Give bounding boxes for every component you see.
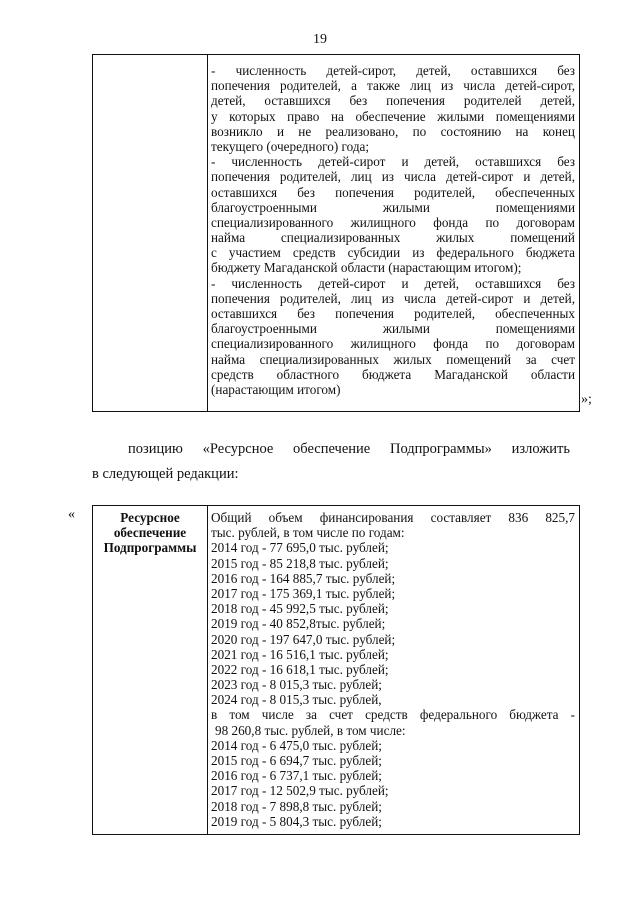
column-divider <box>207 55 208 411</box>
indicator-line: средств областного бюджета Магаданской области <box>211 366 575 382</box>
funding-line: 2024 год - 8 015,3 тыс. рублей, <box>211 692 382 708</box>
indicator-line: попечения родителей, лиц из числа детей-сирот и детей, <box>211 169 575 185</box>
paragraph-line: позицию «Ресурсное обеспечение Подпрограммы» изложить <box>128 441 570 457</box>
funding-line: 2019 год - 5 804,3 тыс. рублей; <box>211 813 382 829</box>
indicator-line: текущего (очередного) года; <box>211 138 370 154</box>
funding-line: в том числе за счет средств федерального бюджета - <box>211 707 575 723</box>
indicator-line: детей, оставшихся без попечения родителей детей, <box>211 93 575 109</box>
indicator-line: найма специализированных жилых помещений <box>211 230 575 246</box>
indicator-line: благоустроенными жилыми помещениями <box>211 321 575 337</box>
indicator-line: благоустроенными жилыми помещениями <box>211 199 575 215</box>
indicator-line: попечения родителей, лиц из числа детей-сирот и детей, <box>211 290 575 306</box>
funding-line: 2016 год - 6 737,1 тыс. рублей; <box>211 768 382 784</box>
indicator-line: попечения родителей, а также лиц из числа детей-сирот, <box>211 78 575 94</box>
row-label-line: обеспечение <box>113 525 187 541</box>
column-divider <box>207 506 208 834</box>
resource-table <box>92 505 580 835</box>
funding-line: 2015 год - 85 218,8 тыс. рублей; <box>211 555 389 571</box>
funding-line: тыс. рублей, в том числе по годам: <box>211 525 405 541</box>
funding-line: 2017 год - 12 502,9 тыс. рублей; <box>211 783 389 799</box>
funding-line: 2017 год - 175 369,1 тыс. рублей; <box>211 585 396 601</box>
funding-line: 2020 год - 197 647,0 тыс. рублей; <box>211 631 396 647</box>
funding-line: 2016 год - 164 885,7 тыс. рублей; <box>211 570 396 586</box>
funding-cell <box>211 510 575 829</box>
row-label-line: Подпрограммы <box>103 540 197 556</box>
indicator-line: с участием средств субсидии из федерального бюджета <box>211 245 575 261</box>
indicator-line: у которых право на обеспечение жилыми помещениями <box>211 108 575 124</box>
indicator-line: - численность детей-сирот и детей, оставшихся без <box>211 275 575 291</box>
funding-line: 2014 год - 77 695,0 тыс. рублей; <box>211 540 389 556</box>
opening-quote-mark: « <box>68 507 75 522</box>
indicator-line: найма специализированных жилых помещений за счет <box>211 351 575 367</box>
indicator-line: специализированного жилищного фонда по договорам <box>211 336 575 352</box>
funding-line: 98 260,8 тыс. рублей, в том числе: <box>215 722 406 738</box>
funding-line: Общий объем финансирования составляет 836 825,7 <box>211 510 575 525</box>
funding-line: 2023 год - 8 015,3 тыс. рублей; <box>211 677 382 693</box>
funding-line: 2022 год - 16 618,1 тыс. рублей; <box>211 661 389 677</box>
indicators-cell <box>211 63 575 397</box>
indicator-line: возникло и не реализовано, по состоянию на конец <box>211 123 575 139</box>
indicators-table <box>92 54 580 412</box>
indicator-line: бюджету Магаданской области (нарастающим итогом); <box>211 260 522 276</box>
row-label-line: Ресурсное <box>120 510 180 525</box>
funding-line: 2014 год - 6 475,0 тыс. рублей; <box>211 737 382 753</box>
closing-quote-mark: »; <box>581 392 592 407</box>
indicator-line: оставшихся без попечения родителей, обеспеченных <box>211 306 575 321</box>
indicator-line: специализированного жилищного фонда по договорам <box>211 214 575 230</box>
paragraph-line: в следующей редакции: <box>92 466 239 482</box>
funding-line: 2021 год - 16 516,1 тыс. рублей; <box>211 646 389 662</box>
indicator-line: (нарастающим итогом) <box>211 381 341 397</box>
indicator-line: оставшихся без попечения родителей, обеспеченных <box>211 184 575 200</box>
indicator-line: - численность детей-сирот, детей, оставшихся без <box>211 63 575 78</box>
row-label <box>93 510 207 556</box>
funding-line: 2018 год - 7 898,8 тыс. рублей; <box>211 798 382 814</box>
funding-line: 2015 год - 6 694,7 тыс. рублей; <box>211 753 382 768</box>
page-number: 19 <box>313 32 327 47</box>
indicator-line: - численность детей-сирот и детей, оставшихся без <box>211 154 575 170</box>
funding-line: 2018 год - 45 992,5 тыс. рублей; <box>211 601 389 617</box>
funding-line: 2019 год - 40 852,8тыс. рублей; <box>211 616 386 632</box>
